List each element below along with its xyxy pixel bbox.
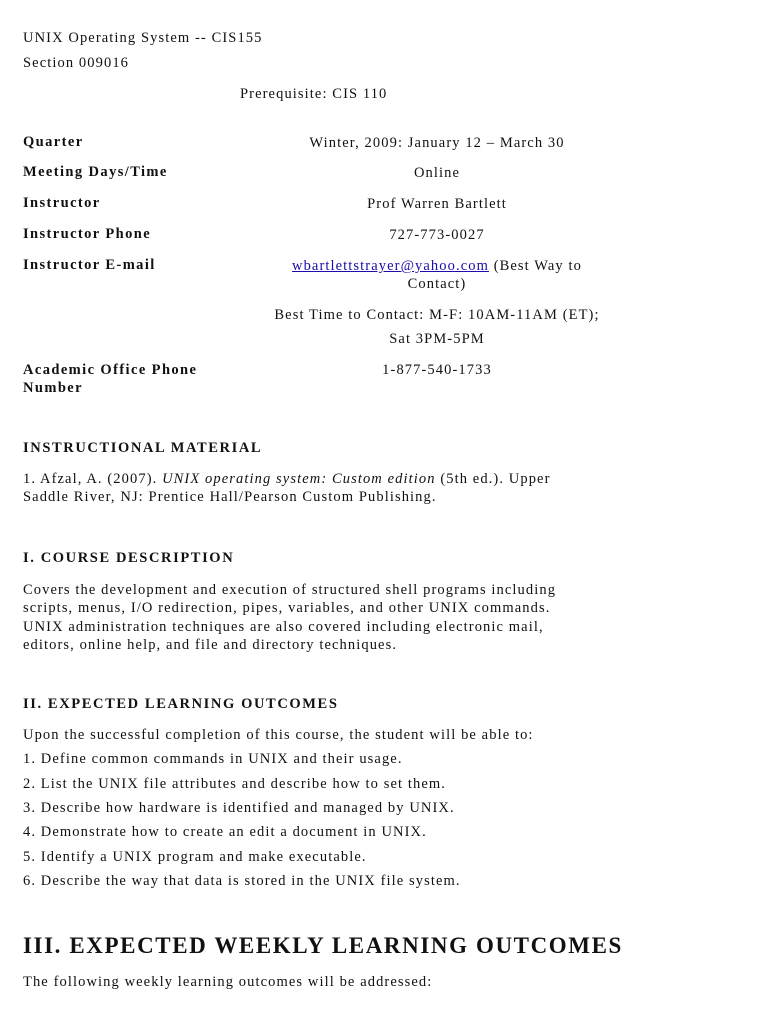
material-reference <box>23 470 633 507</box>
outcome-item: 6. Describe the way that data is stored in the UNIX file system. <box>23 873 461 889</box>
description-line: editors, online help, and file and directory techniques. <box>23 637 398 654</box>
description-heading: I. COURSE DESCRIPTION <box>23 550 235 566</box>
outcome-item: 4. Demonstrate how to create an edit a document in UNIX. <box>23 824 427 840</box>
office-phone-value: 1-877-540-1733 <box>382 362 492 378</box>
description-line: Covers the development and execution of structured shell programs including <box>23 582 557 598</box>
best-time-line2: Sat 3PM-5PM <box>389 331 485 347</box>
email-value <box>223 257 651 293</box>
email-label: Instructor E-mail <box>23 257 156 273</box>
phone-label: Instructor Phone <box>23 226 152 242</box>
office-phone-label <box>23 361 197 397</box>
meeting-value: Online <box>413 165 461 181</box>
description-text <box>23 581 633 655</box>
email-link[interactable]: wbartlettstrayer@yahoo.com <box>292 258 489 274</box>
best-time <box>223 306 651 324</box>
outcome-item: 5. Identify a UNIX program and make executable. <box>23 849 367 865</box>
office-label-line2: Number <box>23 380 83 396</box>
prerequisite: Prerequisite: CIS 110 <box>240 86 388 102</box>
weekly-intro: The following weekly learning outcomes will be addressed: <box>23 974 433 990</box>
ref-title: UNIX operating system: Custom edition <box>162 471 436 487</box>
outcome-item: 3. Describe how hardware is identified and managed by UNIX. <box>23 800 455 816</box>
meeting-label: Meeting Days/Time <box>23 164 168 180</box>
section-number: Section 009016 <box>23 55 130 71</box>
ref-suffix: (5th ed.). Upper <box>435 471 551 487</box>
email-note: (Best Way to <box>488 258 582 274</box>
weekly-heading: III. EXPECTED WEEKLY LEARNING OUTCOMES <box>23 933 623 958</box>
description-line: scripts, menus, I/O redirection, pipes, variables, and other UNIX commands. <box>23 600 551 617</box>
email-note-cont: Contact) <box>407 276 467 292</box>
outcomes-heading: II. EXPECTED LEARNING OUTCOMES <box>23 696 339 712</box>
outcome-item: 2. List the UNIX file attributes and describe how to set them. <box>23 776 446 792</box>
instructor-value: Prof Warren Bartlett <box>367 196 507 212</box>
outcomes-intro: Upon the successful completion of this course, the student will be able to: <box>23 727 534 743</box>
ref-prefix: 1. Afzal, A. (2007). <box>23 471 163 487</box>
description-line: UNIX administration techniques are also covered including electronic mail, <box>23 618 544 635</box>
material-heading: INSTRUCTIONAL MATERIAL <box>23 440 263 456</box>
quarter-label: Quarter <box>23 134 84 150</box>
course-title: UNIX Operating System -- CIS155 <box>23 30 263 46</box>
phone-value: 727-773-0027 <box>389 227 485 243</box>
instructor-label: Instructor <box>23 195 101 211</box>
quarter-value: Winter, 2009: January 12 – March 30 <box>309 135 565 151</box>
ref-line2: Saddle River, NJ: Prentice Hall/Pearson Custom Publishing. <box>23 489 437 506</box>
office-label-line1: Academic Office Phone <box>23 362 198 378</box>
best-time-line1: Best Time to Contact: M-F: 10AM-11AM (ET); <box>274 307 600 323</box>
best-time-2 <box>223 330 651 348</box>
outcome-item: 1. Define common commands in UNIX and their usage. <box>23 751 403 767</box>
